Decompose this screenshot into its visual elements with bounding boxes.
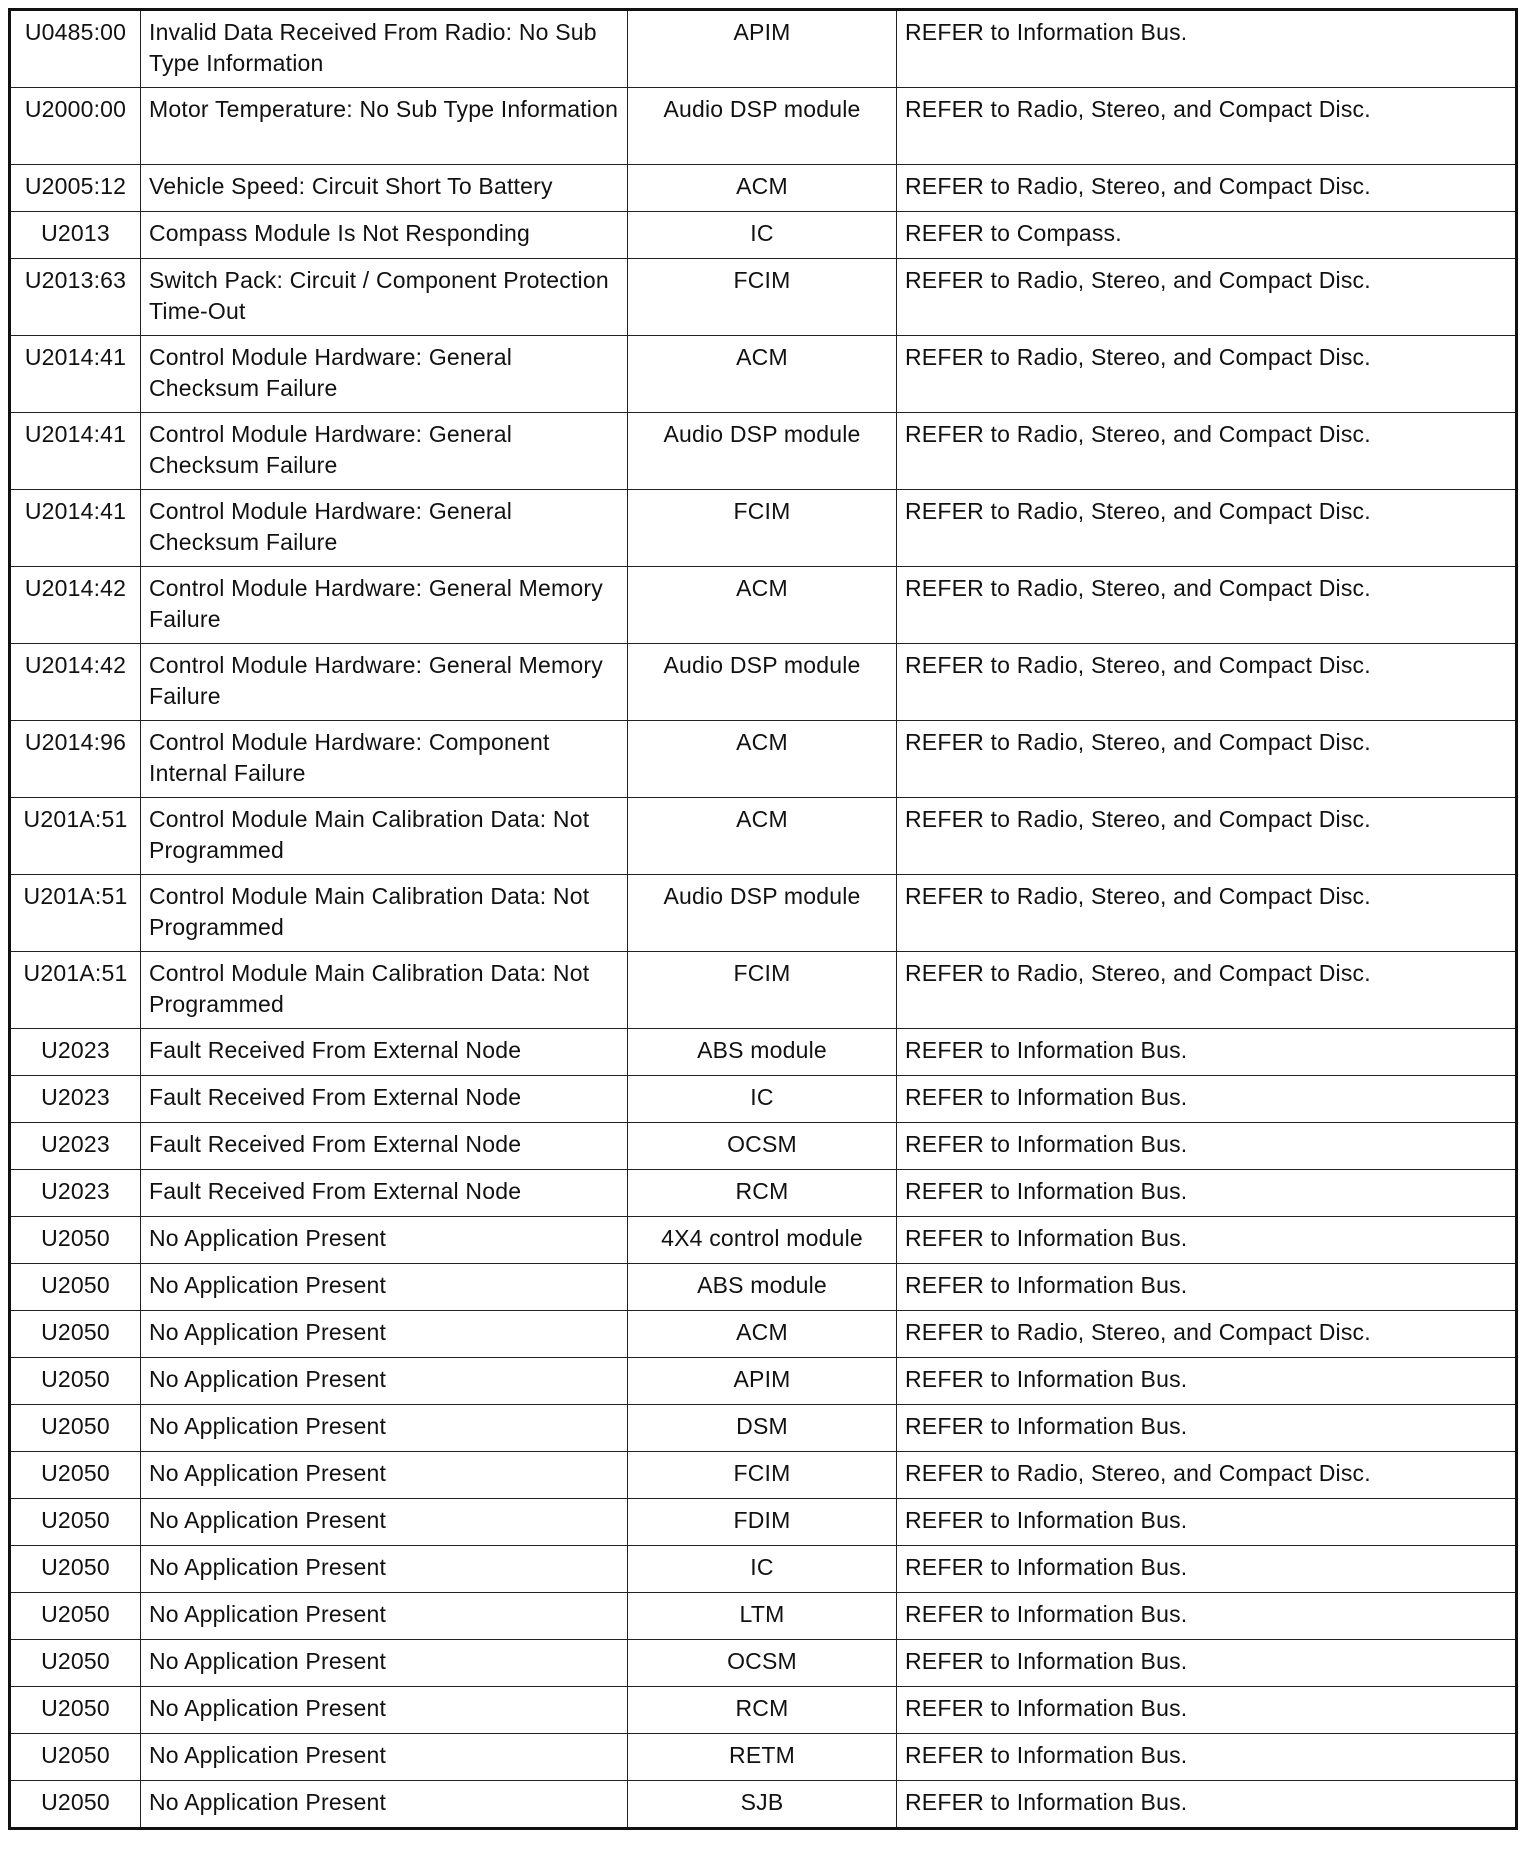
dtc-description-cell: No Application Present	[141, 1687, 628, 1734]
action-cell: REFER to Compass.	[897, 212, 1517, 259]
table-row	[10, 1734, 1517, 1781]
module-cell: Audio DSP module	[628, 875, 897, 952]
action-cell: REFER to Radio, Stereo, and Compact Disc.	[897, 165, 1517, 212]
module-cell: OCSM	[628, 1640, 897, 1687]
table-row	[10, 212, 1517, 259]
module-cell: ABS module	[628, 1029, 897, 1076]
module-cell: LTM	[628, 1593, 897, 1640]
module-cell: Audio DSP module	[628, 88, 897, 165]
action-cell: REFER to Radio, Stereo, and Compact Disc.	[897, 490, 1517, 567]
dtc-description-cell: Control Module Main Calibration Data: Not Programmed	[141, 798, 628, 875]
module-cell: RETM	[628, 1734, 897, 1781]
action-cell: REFER to Information Bus.	[897, 1546, 1517, 1593]
table-row	[10, 10, 1517, 88]
module-cell: Audio DSP module	[628, 644, 897, 721]
action-cell: REFER to Radio, Stereo, and Compact Disc.	[897, 336, 1517, 413]
action-cell: REFER to Radio, Stereo, and Compact Disc.	[897, 1452, 1517, 1499]
module-cell: ACM	[628, 721, 897, 798]
action-cell: REFER to Information Bus.	[897, 1264, 1517, 1311]
table-row	[10, 1029, 1517, 1076]
dtc-code-cell: U2005:12	[10, 165, 141, 212]
action-cell: REFER to Radio, Stereo, and Compact Disc.	[897, 413, 1517, 490]
table-row	[10, 644, 1517, 721]
dtc-code-cell: U2023	[10, 1123, 141, 1170]
action-cell: REFER to Information Bus.	[897, 1593, 1517, 1640]
module-cell: FCIM	[628, 952, 897, 1029]
dtc-code-cell: U2050	[10, 1781, 141, 1829]
dtc-code-cell: U2050	[10, 1593, 141, 1640]
module-cell: ACM	[628, 336, 897, 413]
table-row	[10, 1593, 1517, 1640]
action-cell: REFER to Information Bus.	[897, 1123, 1517, 1170]
dtc-code-cell: U2023	[10, 1076, 141, 1123]
dtc-code-cell: U201A:51	[10, 952, 141, 1029]
dtc-description-cell: Fault Received From External Node	[141, 1123, 628, 1170]
dtc-code-cell: U2014:41	[10, 336, 141, 413]
table-row	[10, 165, 1517, 212]
dtc-code-cell: U2014:42	[10, 567, 141, 644]
action-cell: REFER to Information Bus.	[897, 1781, 1517, 1829]
dtc-description-cell: No Application Present	[141, 1405, 628, 1452]
dtc-description-cell: No Application Present	[141, 1499, 628, 1546]
dtc-description-cell: No Application Present	[141, 1311, 628, 1358]
action-cell: REFER to Information Bus.	[897, 1499, 1517, 1546]
dtc-description-cell: Fault Received From External Node	[141, 1076, 628, 1123]
action-cell: REFER to Radio, Stereo, and Compact Disc.	[897, 259, 1517, 336]
action-cell: REFER to Information Bus.	[897, 1170, 1517, 1217]
table-row	[10, 88, 1517, 165]
dtc-description-cell: Control Module Hardware: Component Internal Failure	[141, 721, 628, 798]
module-cell: SJB	[628, 1781, 897, 1829]
table-row	[10, 1170, 1517, 1217]
action-cell: REFER to Information Bus.	[897, 1405, 1517, 1452]
action-cell: REFER to Information Bus.	[897, 1217, 1517, 1264]
dtc-code-cell: U2050	[10, 1217, 141, 1264]
module-cell: OCSM	[628, 1123, 897, 1170]
dtc-code-cell: U2050	[10, 1687, 141, 1734]
dtc-code-cell: U2000:00	[10, 88, 141, 165]
action-cell: REFER to Information Bus.	[897, 1687, 1517, 1734]
table-row	[10, 1687, 1517, 1734]
dtc-code-cell: U2014:96	[10, 721, 141, 798]
action-cell: REFER to Radio, Stereo, and Compact Disc.	[897, 952, 1517, 1029]
table-row	[10, 1640, 1517, 1687]
dtc-description-cell: Switch Pack: Circuit / Component Protection Time-Out	[141, 259, 628, 336]
action-cell: REFER to Radio, Stereo, and Compact Disc.	[897, 644, 1517, 721]
module-cell: Audio DSP module	[628, 413, 897, 490]
dtc-code-cell: U2050	[10, 1499, 141, 1546]
table-row	[10, 1311, 1517, 1358]
table-row	[10, 1217, 1517, 1264]
table-row	[10, 490, 1517, 567]
dtc-code-cell: U201A:51	[10, 875, 141, 952]
module-cell: 4X4 control module	[628, 1217, 897, 1264]
dtc-description-cell: Fault Received From External Node	[141, 1029, 628, 1076]
dtc-code-cell: U201A:51	[10, 798, 141, 875]
dtc-code-cell: U2014:42	[10, 644, 141, 721]
action-cell: REFER to Radio, Stereo, and Compact Disc.	[897, 88, 1517, 165]
module-cell: APIM	[628, 1358, 897, 1405]
table-row	[10, 1123, 1517, 1170]
module-cell: ABS module	[628, 1264, 897, 1311]
action-cell: REFER to Radio, Stereo, and Compact Disc.	[897, 875, 1517, 952]
module-cell: RCM	[628, 1687, 897, 1734]
dtc-code-cell: U2050	[10, 1546, 141, 1593]
dtc-description-cell: No Application Present	[141, 1358, 628, 1405]
dtc-description-cell: No Application Present	[141, 1264, 628, 1311]
table-row	[10, 1781, 1517, 1829]
dtc-code-cell: U2013:63	[10, 259, 141, 336]
dtc-description-cell: No Application Present	[141, 1640, 628, 1687]
dtc-code-cell: U2050	[10, 1358, 141, 1405]
table-row	[10, 1264, 1517, 1311]
dtc-description-cell: Compass Module Is Not Responding	[141, 212, 628, 259]
action-cell: REFER to Information Bus.	[897, 1734, 1517, 1781]
dtc-code-cell: U0485:00	[10, 10, 141, 88]
dtc-code-cell: U2014:41	[10, 413, 141, 490]
dtc-description-cell: No Application Present	[141, 1452, 628, 1499]
action-cell: REFER to Radio, Stereo, and Compact Disc.	[897, 1311, 1517, 1358]
module-cell: ACM	[628, 567, 897, 644]
dtc-description-cell: Control Module Hardware: General Checksum Failure	[141, 413, 628, 490]
dtc-description-cell: Control Module Main Calibration Data: Not Programmed	[141, 952, 628, 1029]
table-row	[10, 1499, 1517, 1546]
module-cell: IC	[628, 212, 897, 259]
table-row	[10, 721, 1517, 798]
dtc-description-cell: Control Module Hardware: General Memory Failure	[141, 644, 628, 721]
dtc-description-cell: Control Module Main Calibration Data: Not Programmed	[141, 875, 628, 952]
dtc-description-cell: Fault Received From External Node	[141, 1170, 628, 1217]
module-cell: FCIM	[628, 490, 897, 567]
dtc-code-cell: U2023	[10, 1170, 141, 1217]
action-cell: REFER to Information Bus.	[897, 10, 1517, 88]
dtc-code-cell: U2050	[10, 1452, 141, 1499]
dtc-description-cell: No Application Present	[141, 1593, 628, 1640]
dtc-description-cell: No Application Present	[141, 1217, 628, 1264]
table-row	[10, 1076, 1517, 1123]
dtc-code-cell: U2050	[10, 1640, 141, 1687]
module-cell: RCM	[628, 1170, 897, 1217]
dtc-code-cell: U2050	[10, 1405, 141, 1452]
module-cell: ACM	[628, 165, 897, 212]
dtc-description-cell: No Application Present	[141, 1734, 628, 1781]
dtc-code-cell: U2013	[10, 212, 141, 259]
action-cell: REFER to Information Bus.	[897, 1076, 1517, 1123]
dtc-description-cell: Motor Temperature: No Sub Type Information	[141, 88, 628, 165]
dtc-table	[8, 8, 1518, 1830]
dtc-description-cell: No Application Present	[141, 1781, 628, 1829]
dtc-description-cell: Vehicle Speed: Circuit Short To Battery	[141, 165, 628, 212]
table-row	[10, 567, 1517, 644]
dtc-description-cell: Control Module Hardware: General Memory Failure	[141, 567, 628, 644]
module-cell: FDIM	[628, 1499, 897, 1546]
table-row	[10, 952, 1517, 1029]
module-cell: ACM	[628, 1311, 897, 1358]
dtc-description-cell: Control Module Hardware: General Checksum Failure	[141, 490, 628, 567]
table-row	[10, 1405, 1517, 1452]
dtc-description-cell: Invalid Data Received From Radio: No Sub Type Information	[141, 10, 628, 88]
action-cell: REFER to Radio, Stereo, and Compact Disc.	[897, 721, 1517, 798]
table-row	[10, 413, 1517, 490]
module-cell: IC	[628, 1546, 897, 1593]
table-row	[10, 1546, 1517, 1593]
table-row	[10, 336, 1517, 413]
action-cell: REFER to Information Bus.	[897, 1029, 1517, 1076]
module-cell: ACM	[628, 798, 897, 875]
module-cell: APIM	[628, 10, 897, 88]
dtc-code-cell: U2050	[10, 1311, 141, 1358]
module-cell: FCIM	[628, 259, 897, 336]
action-cell: REFER to Information Bus.	[897, 1358, 1517, 1405]
dtc-description-cell: Control Module Hardware: General Checksum Failure	[141, 336, 628, 413]
module-cell: FCIM	[628, 1452, 897, 1499]
table-row	[10, 1452, 1517, 1499]
module-cell: DSM	[628, 1405, 897, 1452]
dtc-code-cell: U2023	[10, 1029, 141, 1076]
action-cell: REFER to Information Bus.	[897, 1640, 1517, 1687]
dtc-description-cell: No Application Present	[141, 1546, 628, 1593]
dtc-code-cell: U2050	[10, 1264, 141, 1311]
table-row	[10, 259, 1517, 336]
dtc-code-cell: U2014:41	[10, 490, 141, 567]
action-cell: REFER to Radio, Stereo, and Compact Disc.	[897, 798, 1517, 875]
table-row	[10, 875, 1517, 952]
action-cell: REFER to Radio, Stereo, and Compact Disc.	[897, 567, 1517, 644]
table-row	[10, 1358, 1517, 1405]
table-row	[10, 798, 1517, 875]
dtc-code-cell: U2050	[10, 1734, 141, 1781]
module-cell: IC	[628, 1076, 897, 1123]
